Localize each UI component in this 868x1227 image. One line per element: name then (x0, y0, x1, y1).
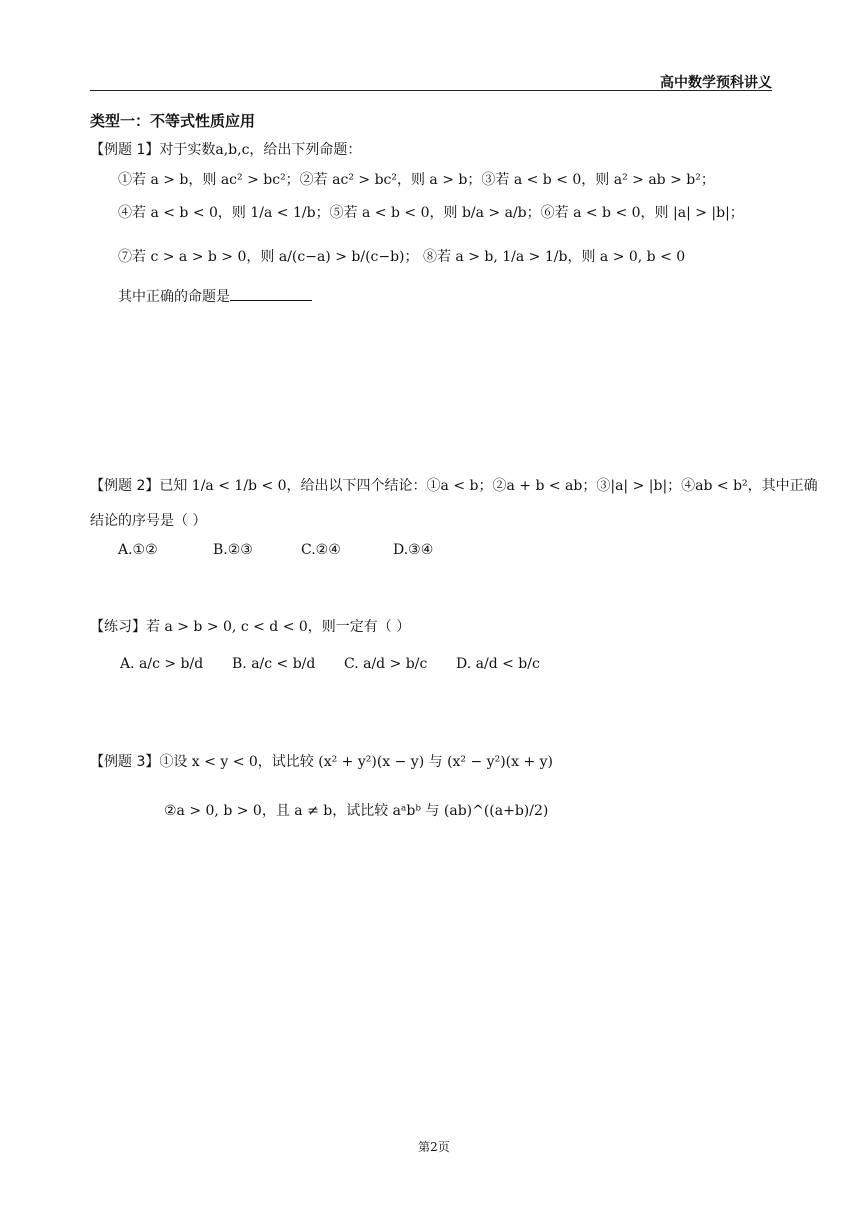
example1-label: 【例题 1】 (90, 142, 160, 158)
example1-row3: ⑦若 c > a > b > 0，则 a/(c−a) > b/(c−b)； ⑧若 a > b, 1/a > 1/b，则 a > 0, b < 0 (118, 249, 686, 265)
practice-option-c: C. a/d > b/c (344, 656, 428, 672)
practice-label: 【练习】 (90, 619, 146, 635)
example2-option-d: D.③④ (393, 542, 434, 558)
example1-row2: ④若 a < b < 0，则 1/a < 1/b；⑤若 a < b < 0，则 b/a > a/b；⑥若 a < b < 0，则 |a| > |b|； (118, 205, 744, 221)
practice-stem-line (90, 617, 410, 637)
example2-option-c: C.②④ (301, 542, 341, 558)
example3-part2: ②a > 0, b > 0，且 a ≠ b，试比较 aᵃbᵇ 与 (ab)^((a+b)/2) (164, 803, 549, 819)
page-number: 第2页 (418, 1140, 450, 1154)
practice-option-a: A. a/c > b/d (120, 656, 204, 672)
example2-option-a: A.①② (118, 542, 158, 558)
example3-label: 【例题 3】 (90, 754, 160, 770)
example1-stem-line (90, 140, 361, 160)
example2-stem-line (90, 476, 818, 496)
example3-line1 (90, 752, 553, 772)
practice-options (120, 654, 540, 674)
example2-options (118, 540, 433, 560)
practice-stem: 若 a > b > 0, c < d < 0，则一定有（ ） (146, 619, 411, 635)
practice-option-b: B. a/c < b/d (232, 656, 316, 672)
example1-stem: 对于实数a,b,c，给出下列命题： (159, 142, 362, 158)
header-rule (90, 90, 772, 91)
example2-stem: 已知 1/a < 1/b < 0，给出以下四个结论：①a < b；②a + b < ab；③|a| > |b|；④ab < b²，其中正确 (159, 478, 818, 494)
example1-question-line (118, 286, 312, 307)
example2-stem2: 结论的序号是（ ） (90, 513, 207, 529)
example3-part1: ①设 x < y < 0，试比较 (x² + y²)(x − y) 与 (x² − y²)(x + y) (159, 754, 554, 770)
answer-blank (230, 286, 312, 301)
section-title: 类型一：不等式性质应用 (90, 112, 256, 130)
example1-question: 其中正确的命题是 (118, 289, 230, 305)
example2-label: 【例题 2】 (90, 478, 160, 494)
example1-row1: ①若 a > b，则 ac² > bc²；②若 ac² > bc²，则 a > b；③若 a < b < 0，则 a² > ab > b²； (118, 172, 715, 188)
header-title: 高中数学预科讲义 (660, 75, 772, 91)
example2-option-b: B.②③ (213, 542, 253, 558)
practice-option-d: D. a/d < b/c (456, 656, 540, 672)
